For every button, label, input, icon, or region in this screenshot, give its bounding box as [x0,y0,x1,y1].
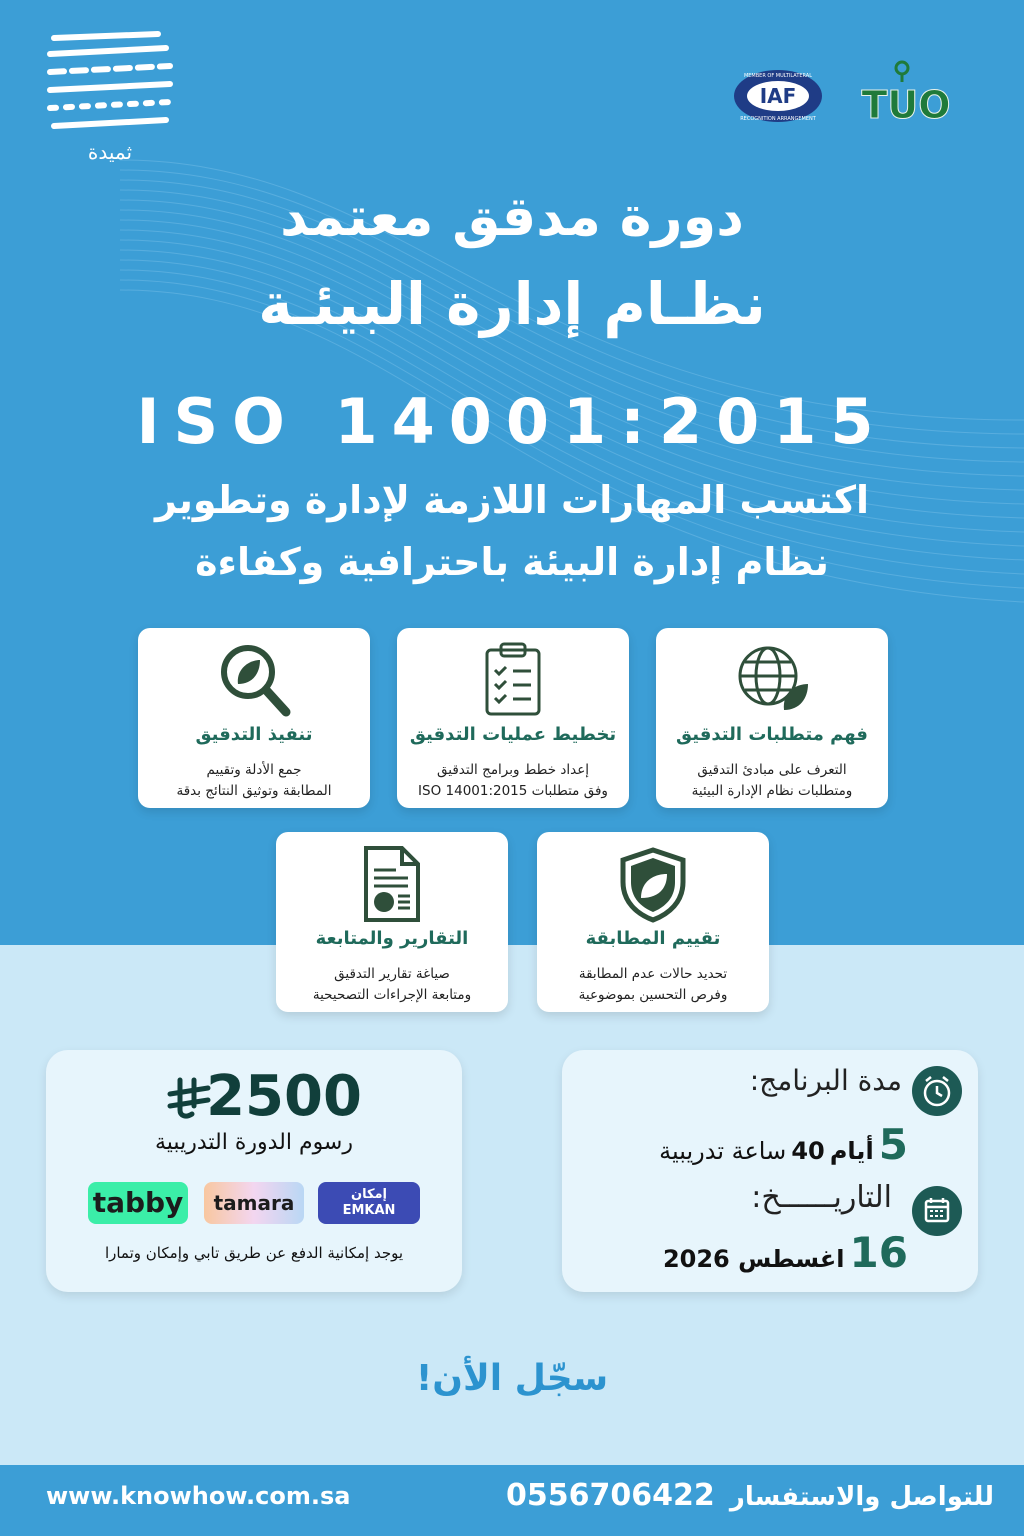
card-title: التقارير والمتابعة [315,928,469,949]
date-value [580,1228,908,1277]
tagline-line2: نظام إدارة البيئة باحترافية وكفاءة [195,540,829,584]
card-assess-conformity [537,832,769,1012]
card-understand-requirements [656,628,888,808]
hours-number: 40 [791,1137,825,1165]
card-title: تنفيذ التدقيق [195,724,313,745]
tabby-logo: tabby [88,1182,188,1224]
emkan-arabic: إمكان [350,1187,388,1202]
iaf-top-text: MEMBER OF MULTILATERAL [743,73,813,79]
card-reports-followup [276,832,508,1012]
card-desc-line: ومتابعة الإجراءات التصحيحية [312,987,472,1003]
card-execute-audit [138,628,370,808]
card-description [146,760,362,802]
duration-label: مدة البرنامج: [749,1064,902,1097]
register-cta[interactable]: سجّل الأن! [415,1358,609,1399]
tuv-text: TUO [861,83,951,124]
report-icon [352,844,432,924]
globe-leaf-icon [732,640,812,720]
date-day: 16 [849,1228,908,1277]
standard-code: ISO 14001:2015 [136,385,888,458]
card-desc-line: ومتطلبات نظام الإدارة البيئية [691,783,853,799]
card-desc-line: وفرص التحسين بموضوعية [578,987,728,1003]
card-title: تقييم المطابقة [585,928,721,949]
calendar-icon [912,1186,962,1236]
hours-unit: ساعة تدريبية [659,1137,787,1165]
brand-name: ثميدة [87,140,133,164]
contact-info [506,1478,994,1513]
phone-number[interactable]: 0556706422 [506,1478,715,1513]
days-unit: أيام [829,1137,874,1165]
card-desc-line: المطابقة وتوثيق النتائج بدقة [176,783,332,799]
course-title: دورة مدقق معتمد [280,185,744,248]
card-title: تخطيط عمليات التدقيق [409,724,617,745]
website-link[interactable]: www.knowhow.com.sa [46,1482,351,1510]
date-month-year: اغسطس 2026 [662,1245,845,1273]
tagline-line1: اكتسب المهارات اللازمة لإدارة وتطوير [154,478,870,522]
magnifier-leaf-icon [214,640,294,720]
card-desc-line: جمع الأدلة وتقييم [206,762,302,778]
card-title: فهم متطلبات التدقيق [676,724,868,745]
price-value: 2500 [206,1064,362,1129]
course-subject: نظـام إدارة البيئـة [258,270,766,338]
clock-icon [912,1066,962,1116]
card-plan-audit [397,628,629,808]
days-number: 5 [878,1120,908,1169]
card-desc-line: إعداد خطط وبرامج التدقيق [437,762,589,778]
contact-label: للتواصل والاستفسار [729,1482,994,1512]
price-amount [0,1064,508,1129]
price-label: رسوم الدورة التدريبية [155,1130,353,1155]
saudi-riyal-icon [166,1076,212,1122]
card-desc-line: التعرف على مبادئ التدقيق [697,762,847,778]
iaf-badge-icon [732,68,824,124]
date-label: التاريــــــخ: [751,1180,892,1215]
card-description [284,964,500,1006]
tamara-logo: tamara [204,1182,304,1224]
card-desc-line: تحديد حالات عدم المطابقة [578,966,728,982]
clipboard-icon [473,640,553,720]
payment-note: يوجد إمكانية الدفع عن طريق تابي وإمكان وتمارا [104,1244,404,1262]
card-desc-line: صياغة تقارير التدقيق [334,966,450,982]
card-description [545,964,761,1006]
duration-value [580,1120,908,1169]
card-description [664,760,880,802]
iaf-bottom-text: RECOGNITION ARRANGEMENT [740,116,816,122]
tuv-logo-icon [838,58,974,124]
shield-leaf-icon [613,844,693,924]
emkan-english: EMKAN [342,1203,396,1218]
card-description [405,760,621,802]
iaf-text: IAF [759,84,797,108]
emkan-logo [318,1182,420,1224]
card-desc-line: وفق متطلبات ISO 14001:2015 [418,783,608,799]
